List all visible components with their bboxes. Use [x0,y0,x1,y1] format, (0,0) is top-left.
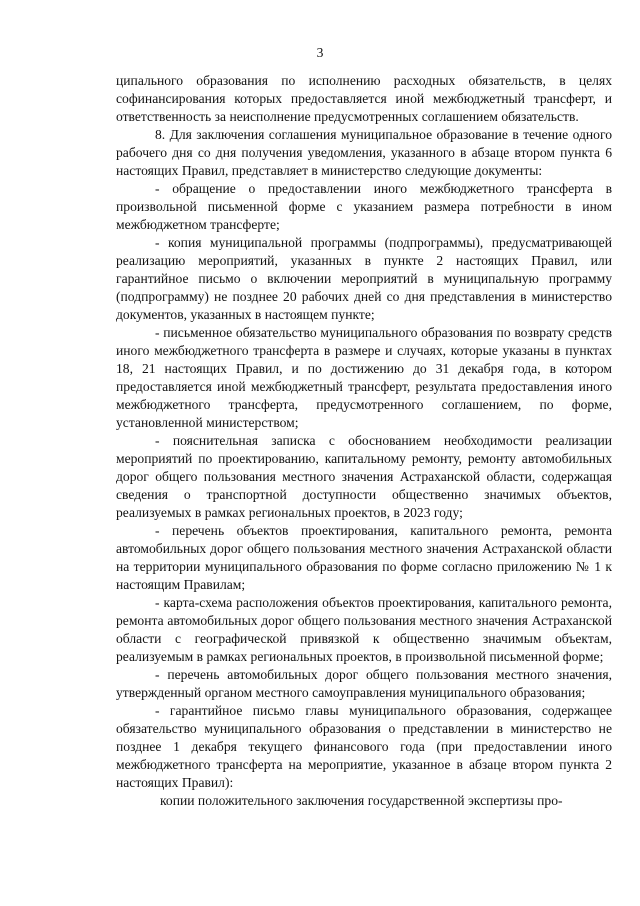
list-item: - письменное обязательство муниципального образования по возврату средств иного межбюджетного трансферта в размере и случаях, которые указаны в пунктах 18, 21 настоящих Правил, и по достижению до 31 декабря года, в котором предоставляется иной межбюджетный трансферт, результата предоставления иного межбюджетного трансферта, предусмотренного соглашением, по форме, установленной министерством; [116,325,612,430]
list-item: - перечень автомобильных дорог общего пользования местного значения, утвержденный органом местного самоуправления муниципального образования; [116,667,612,700]
list-item: - обращение о предоставлении иного межбюджетного трансферта в произвольной письменной форме с указанием размера потребности в ином межбюджетном трансферте; [116,181,612,232]
list-item: - карта-схема расположения объектов проектирования, капитального ремонта, ремонта автомобильных дорог общего пользования местного значения Астраханской области с географической привязкой к общественно значимым объектам, реализуемым в рамках региональных проектов, в произвольной письменной форме; [116,595,612,664]
page-number: 3 [316,45,324,60]
list-item: - гарантийное письмо главы муниципального образования, содержащее обязательство муниципального образования о представлении в министерство не позднее 1 декабря текущего финансового года (при предоставлении иного межбюджетного трансферта на мероприятие, указанное в абзаце втором пункта 2 настоящих Правил): [116,703,612,790]
list-item: - перечень объектов проектирования, капитального ремонта, ремонта автомобильных дорог общего пользования местного значения Астраханской области на территории муниципального образования по форме согласно приложению № 1 к настоящим Правилам; [116,523,612,592]
paragraph: 8. Для заключения соглашения муниципальное образование в течение одного рабочего дня со дня получения уведомления, указанного в абзаце втором пункта 6 настоящих Правил, представляет в министерство следующие документы: [116,127,612,178]
document-body [116,72,612,810]
paragraph: копии положительного заключения государственной экспертизы про- [160,793,563,808]
list-item: - копия муниципальной программы (подпрограммы), предусматривающей реализацию мероприятий, указанных в пункте 2 настоящих Правил, или гарантийное письмо о включении мероприятий в муниципальную программу (подпрограмму) не позднее 20 рабочих дней со дня представления в министерство документов, указанных в настоящем пункте; [116,235,612,322]
list-item: - пояснительная записка с обоснованием необходимости реализации мероприятий по проектированию, капитальному ремонту, ремонту автомобильных дорог общего пользования местного значения Астраханской области, содержащая сведения о транспортной доступности общественно значимых объектов, реализуемых в рамках региональных проектов, в 2023 году; [116,433,612,520]
paragraph: ципального образования по исполнению расходных обязательств, в целях софинансирования которых предоставляется иной межбюджетный трансферт, и ответственность за неисполнение предусмотренных соглашением обязательств. [116,73,612,124]
